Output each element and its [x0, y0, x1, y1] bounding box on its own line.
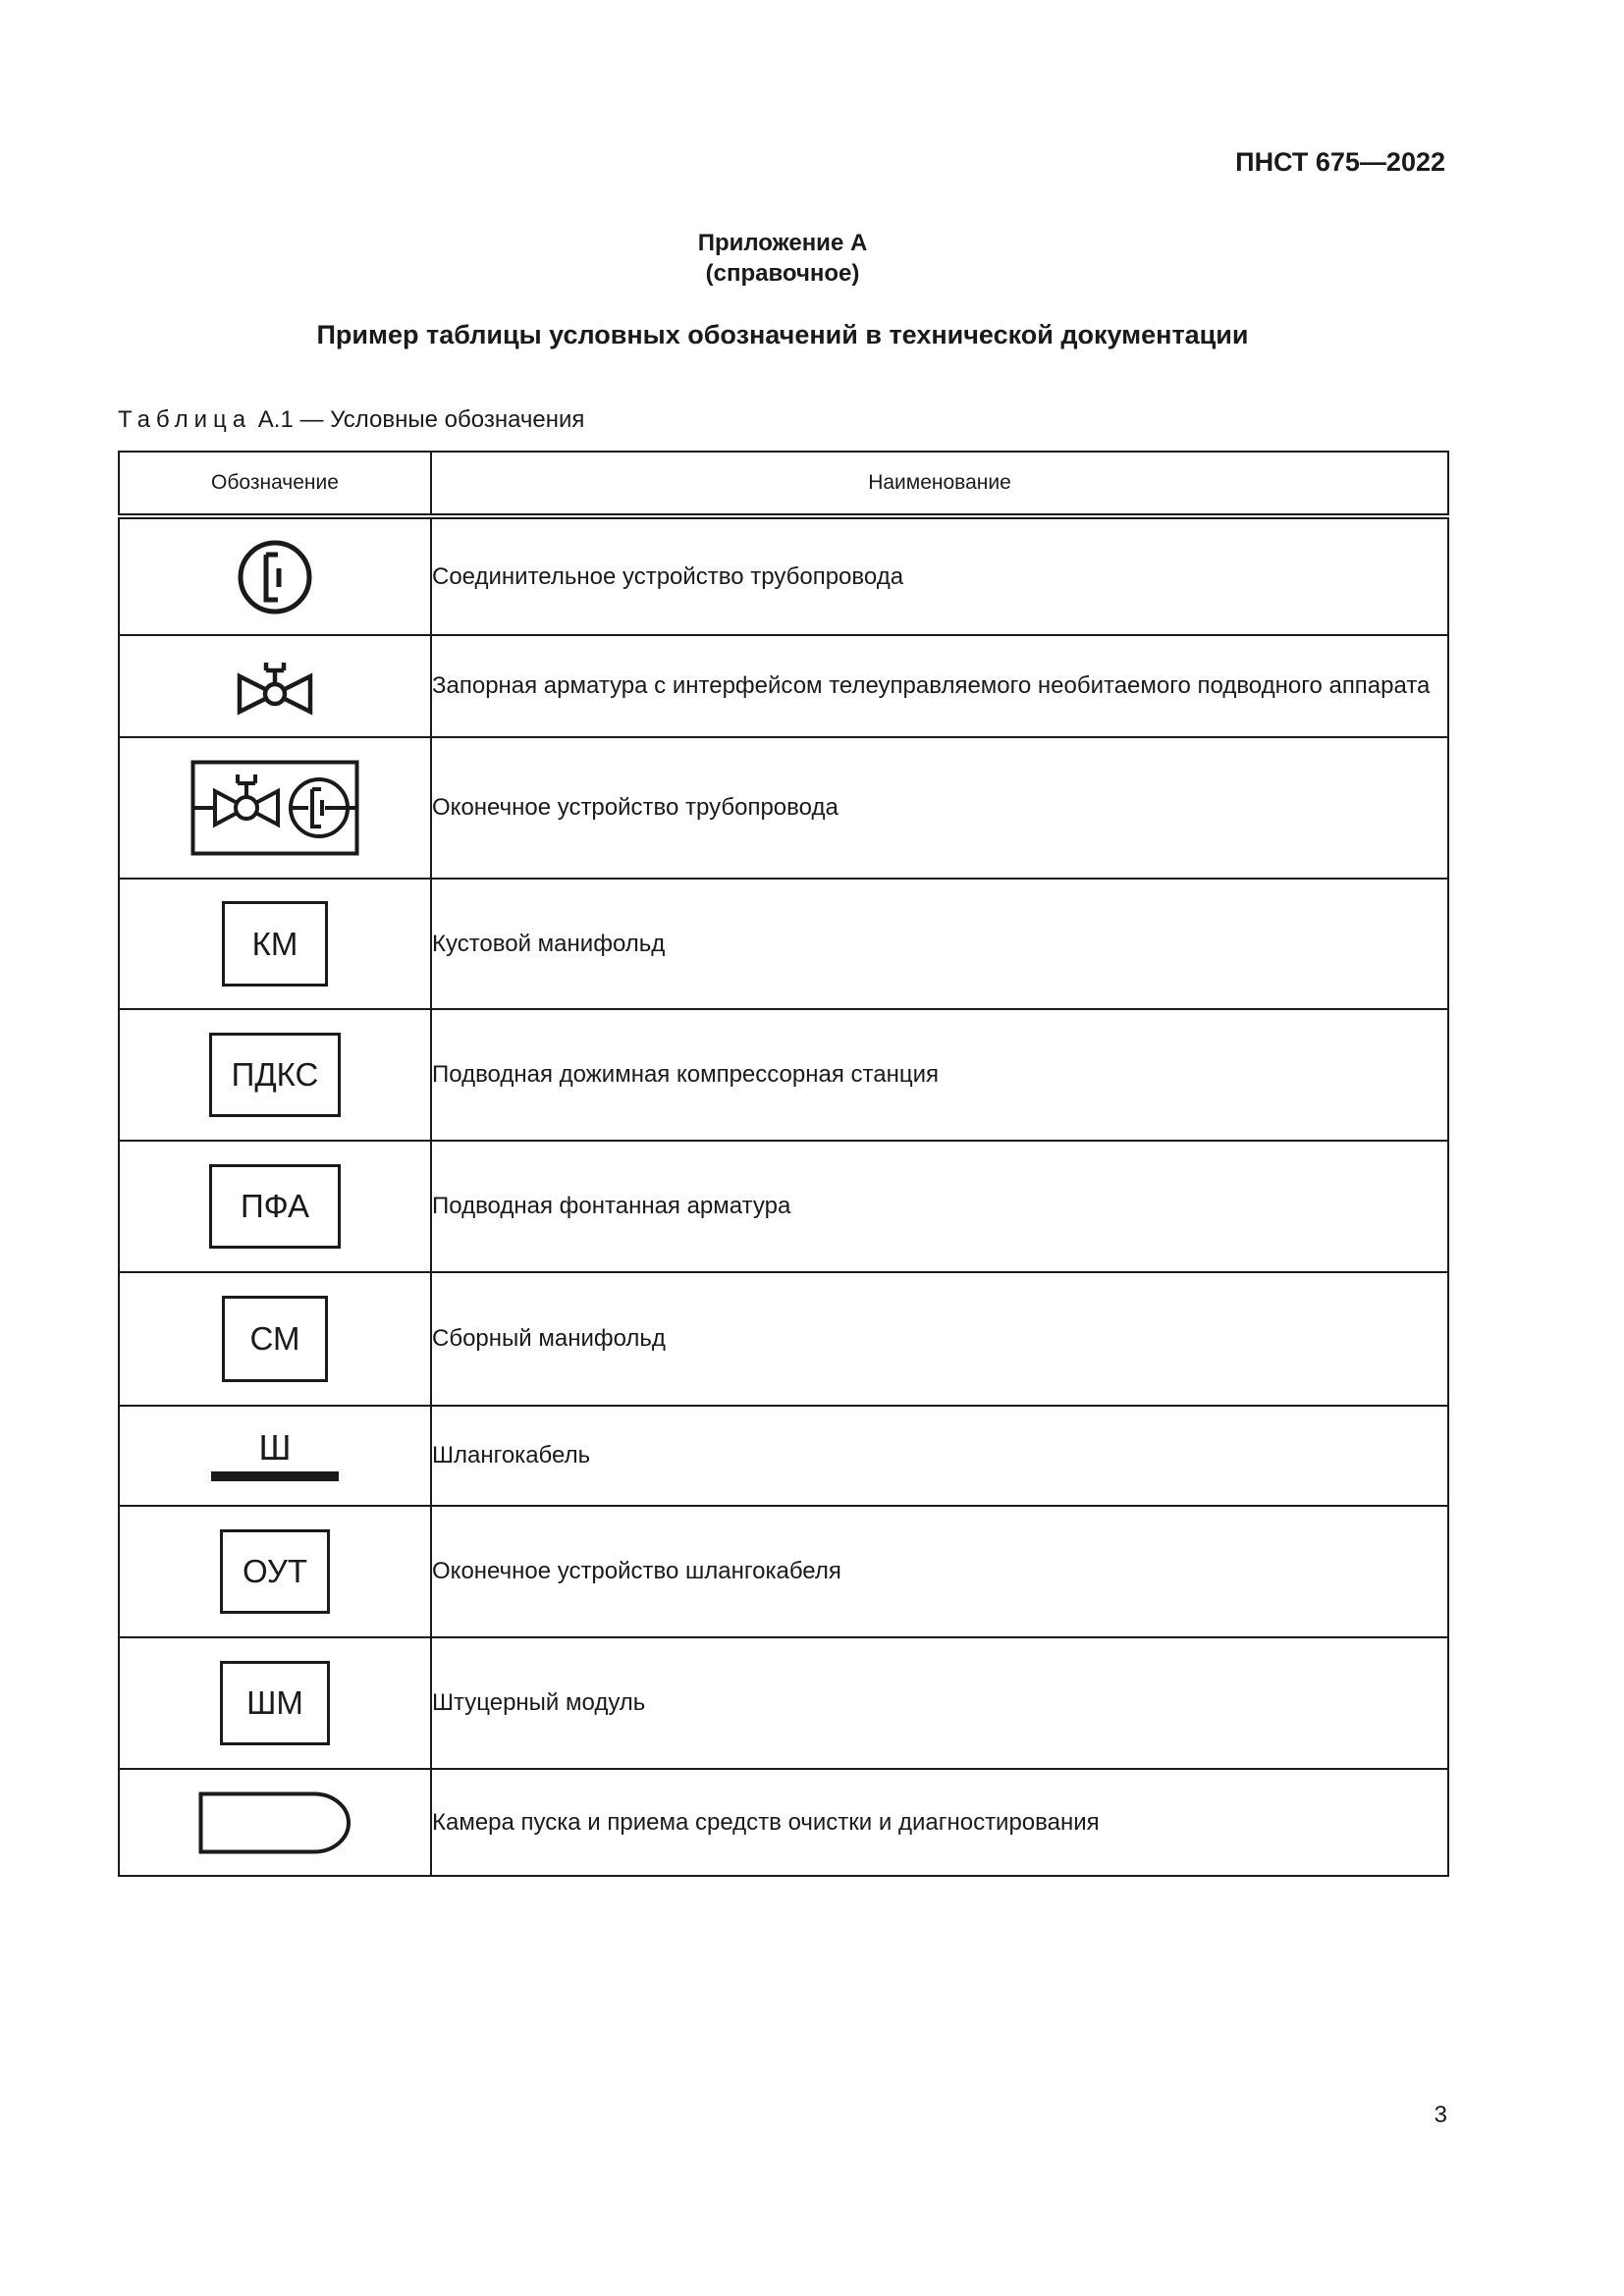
compressor-station-symbol: ПДКС	[209, 1033, 341, 1117]
table-row	[119, 1637, 1448, 1769]
table-caption	[118, 406, 584, 434]
gathering-manifold-symbol: СМ	[222, 1296, 328, 1382]
row-name: Шлангокабель	[431, 1406, 1448, 1506]
row-name: Камера пуска и приема средств очистки и диагностирования	[431, 1769, 1448, 1876]
umbilical-line	[211, 1471, 339, 1481]
page-title: Пример таблицы условных обозначений в технической документации	[316, 320, 1249, 349]
table-row	[119, 1769, 1448, 1876]
table-caption-text: А.1 — Условные обозначения	[257, 406, 585, 433]
row-name: Соединительное устройство трубопровода	[431, 516, 1448, 635]
appendix-subtitle: (справочное)	[705, 260, 860, 287]
header-symbol: Обозначение	[119, 452, 431, 516]
row-name: Оконечное устройство шлангокабеля	[431, 1506, 1448, 1637]
document-code: ПНСТ 675—2022	[1235, 147, 1445, 177]
pig-launcher-receiver-icon	[198, 1791, 352, 1854]
pipeline-connector-icon	[236, 538, 314, 616]
table-row	[119, 1272, 1448, 1406]
pipeline-termination-icon	[190, 760, 359, 856]
table-row	[119, 737, 1448, 879]
table-row	[119, 1406, 1448, 1506]
page-number: 3	[1434, 2102, 1447, 2128]
umbilical-letter: Ш	[258, 1427, 292, 1468]
appendix-title: Приложение А	[697, 230, 868, 256]
row-name: Подводная фонтанная арматура	[431, 1141, 1448, 1272]
appendix-block	[0, 228, 1565, 289]
table-row	[119, 879, 1448, 1009]
header-name: Наименование	[431, 452, 1448, 516]
table-row	[119, 1141, 1448, 1272]
row-name: Запорная арматура с интерфейсом телеуправляемого необитаемого подводного аппарата	[431, 635, 1448, 737]
row-name: Подводная дожимная компрессорная станция	[431, 1009, 1448, 1141]
table-header-row	[119, 452, 1448, 516]
table-row	[119, 516, 1448, 635]
row-name: Сборный манифольд	[431, 1272, 1448, 1406]
row-name: Штуцерный модуль	[431, 1637, 1448, 1769]
table-row	[119, 1506, 1448, 1637]
row-name: Оконечное устройство трубопровода	[431, 737, 1448, 879]
cluster-manifold-symbol: КМ	[222, 901, 328, 987]
rov-valve-icon	[236, 655, 314, 718]
choke-module-symbol: ШМ	[220, 1661, 330, 1745]
christmas-tree-symbol: ПФА	[209, 1164, 341, 1249]
table-caption-label: Таблица	[118, 406, 252, 433]
table-row	[119, 1009, 1448, 1141]
row-name: Кустовой манифольд	[431, 879, 1448, 1009]
symbols-table	[118, 451, 1449, 1877]
table-row	[119, 635, 1448, 737]
umbilical-symbol	[211, 1427, 339, 1481]
umbilical-termination-symbol: ОУТ	[220, 1529, 330, 1614]
